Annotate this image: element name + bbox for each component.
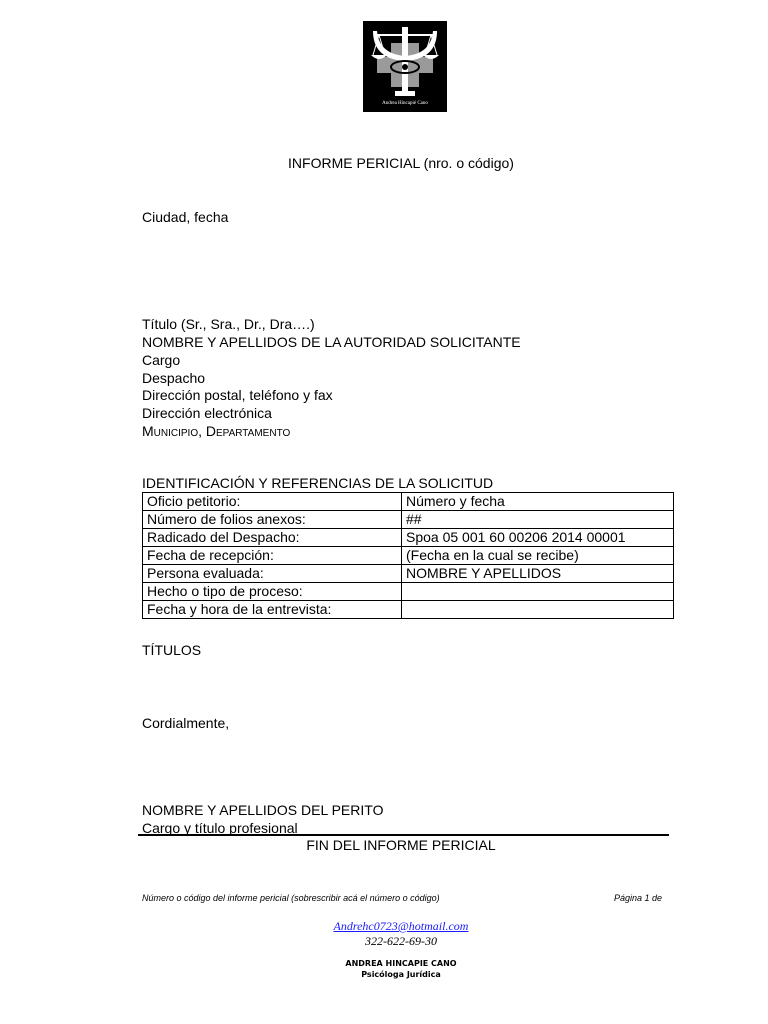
- table-cell-value: ##: [402, 511, 674, 529]
- table-cell-label: Fecha y hora de la entrevista:: [143, 601, 402, 619]
- recipient-municipio: Municipio, Departamento: [142, 423, 291, 439]
- section-heading: IDENTIFICACIÓN Y REFERENCIAS DE LA SOLICITUD: [142, 475, 494, 491]
- reference-table: [142, 492, 674, 619]
- city-date: Ciudad, fecha: [142, 209, 229, 225]
- table-row: [143, 511, 674, 529]
- logo-caption: Andrea Hincapié Cano: [382, 101, 428, 106]
- table-cell-value: NOMBRE Y APELLIDOS: [402, 565, 674, 583]
- footer-email-link[interactable]: Andrehc0723@hotmail.com: [333, 919, 469, 933]
- table-cell-value: (Fecha en la cual se recibe): [402, 547, 674, 565]
- end-text: FIN DEL INFORME PERICIAL: [306, 837, 496, 853]
- footer-left: Número o código del informe pericial (sobrescribir acá el número o código): [142, 893, 440, 903]
- table-cell-label: Hecho o tipo de proceso:: [143, 583, 402, 601]
- table-cell-label: Fecha de recepción:: [143, 547, 402, 565]
- table-row: [143, 565, 674, 583]
- divider: [138, 834, 669, 836]
- recipient-despacho: Despacho: [142, 370, 206, 386]
- scales-logo-icon: [363, 21, 447, 101]
- table-cell-value: [402, 583, 674, 601]
- table-row: [143, 547, 674, 565]
- table-cell-label: Número de folios anexos:: [143, 511, 402, 529]
- table-row: [143, 529, 674, 547]
- document-title: INFORME PERICIAL (nro. o código): [288, 155, 514, 171]
- table-row: [143, 493, 674, 511]
- signer-role: Cargo y título profesional: [142, 820, 298, 836]
- table-cell-label: Persona evaluada:: [143, 565, 402, 583]
- author-name: ANDREA HINCAPIE CANO: [345, 959, 457, 968]
- footer-page: Página 1 de: [614, 893, 663, 903]
- table-cell-value: Spoa 05 001 60 00206 2014 00001: [402, 529, 674, 547]
- footer-phone: 322-622-69-30: [365, 934, 437, 948]
- table-cell-value: [402, 601, 674, 619]
- table-row: [143, 601, 674, 619]
- recipient-title: Título (Sr., Sra., Dr., Dra….): [142, 316, 315, 332]
- titulos-heading: TÍTULOS: [142, 642, 202, 658]
- table-cell-label: Oficio petitorio:: [143, 493, 402, 511]
- logo: [363, 21, 447, 112]
- recipient-name: NOMBRE Y APELLIDOS DE LA AUTORIDAD SOLICITANTE: [142, 334, 521, 350]
- recipient-email: Dirección electrónica: [142, 405, 272, 421]
- table-cell-label: Radicado del Despacho:: [143, 529, 402, 547]
- signer-name: NOMBRE Y APELLIDOS DEL PERITO: [142, 802, 384, 818]
- table-cell-value: Número y fecha: [402, 493, 674, 511]
- recipient-address: Dirección postal, teléfono y fax: [142, 387, 333, 403]
- recipient-cargo: Cargo: [142, 352, 181, 368]
- author-role: Psicóloga Jurídica: [361, 970, 441, 979]
- table-row: [143, 583, 674, 601]
- closing: Cordialmente,: [142, 715, 230, 731]
